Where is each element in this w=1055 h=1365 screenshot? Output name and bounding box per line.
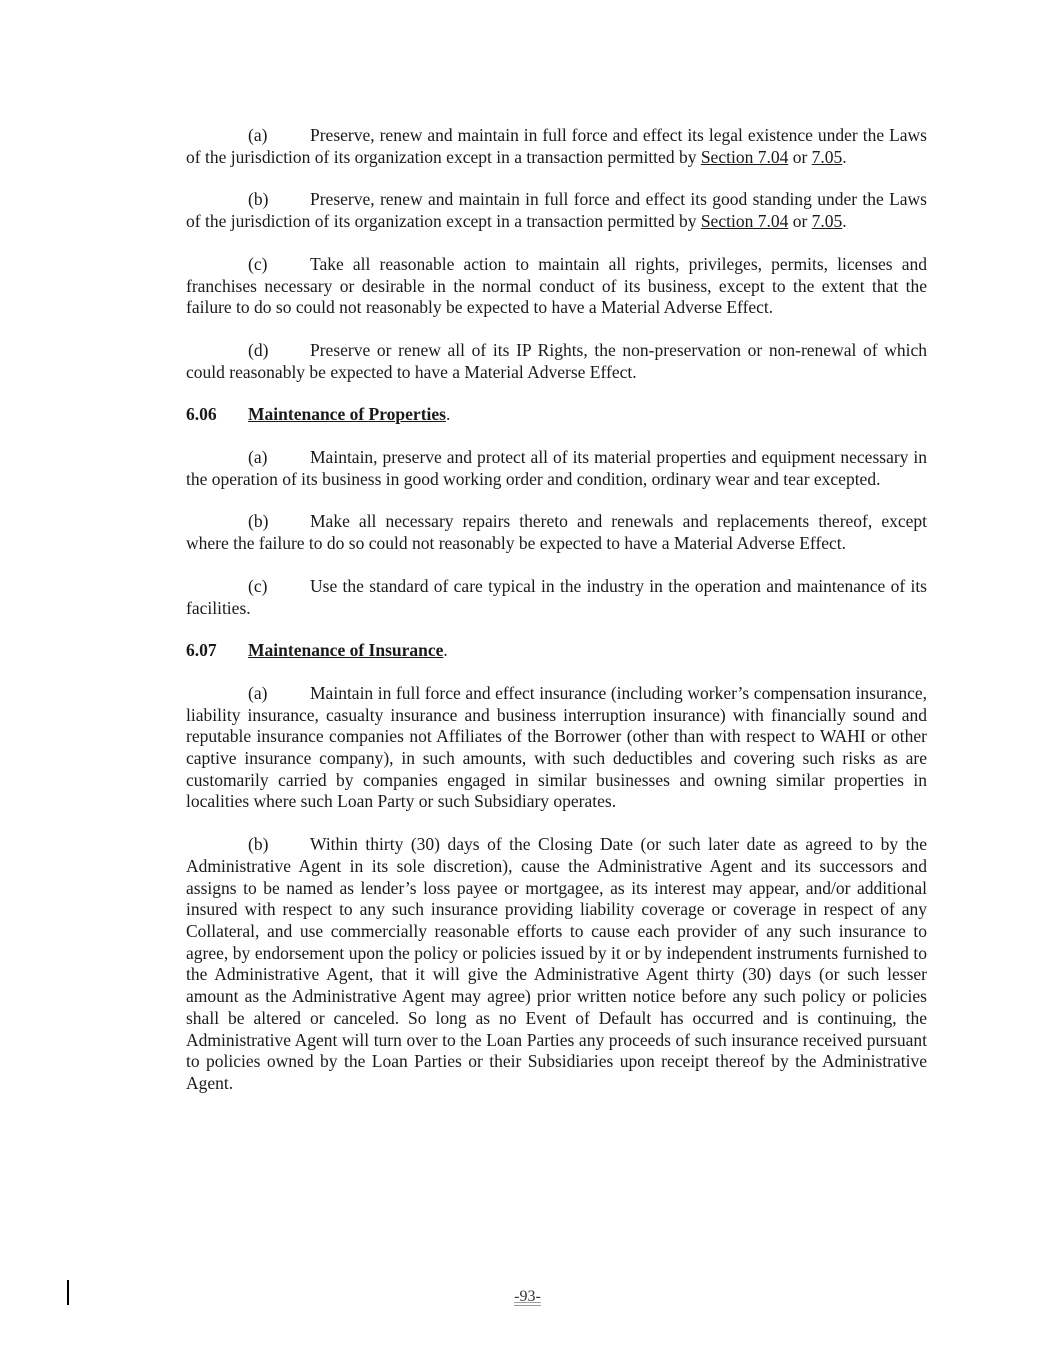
clause-label: (c) xyxy=(248,575,268,596)
section-title: Maintenance of Properties xyxy=(248,404,446,425)
clause-label: (a) xyxy=(248,125,268,145)
clause-text: Take all reasonable action to maintain all rights, privileges, permits, licenses and franchises necessary or desirable in the normal conduct of its business, except to the extent that the failure to do so could not reasonably be expected to have a Material Adverse Effect. xyxy=(186,253,927,318)
clause-label: (b) xyxy=(248,834,269,855)
section-heading-6-06 xyxy=(186,404,927,426)
clause-6-05-d xyxy=(186,340,927,383)
clause-6-06-b xyxy=(186,511,927,554)
clause-6-07-b xyxy=(186,834,927,1094)
clause-text: Preserve, renew and maintain in full force and effect its good standing under the Laws of the jurisdiction of its organization except in a transaction permitted by xyxy=(186,189,927,232)
clause-label: (b) xyxy=(248,511,269,532)
clause-text-end: . xyxy=(842,211,847,232)
clause-text: Maintain in full force and effect insurance (including worker’s compensation insurance, liability insurance, casualty insurance and business interruption insurance) with financially sound and reputable insurance companies not Affiliates of the Borrower (other than with respect to WAHI or other captive insurance company), in such amounts, with such deductibles and covering such risks as are customarily carried by companies engaged in similar businesses and owning similar properties in localities where such Loan Party or such Subsidiary operates. xyxy=(186,682,927,812)
clause-label: (a) xyxy=(248,682,268,703)
clause-text-connector: or xyxy=(788,211,812,232)
clause-text: Make all necessary repairs thereto and renewals and replacements thereof, except where the failure to do so could not reasonably be expected to have a Material Adverse Effect. xyxy=(186,511,927,554)
clause-text: Maintain, preserve and protect all of its material properties and equipment necessary in the operation of its business in good working order and condition, ordinary wear and tear excepted. xyxy=(186,447,927,489)
section-title-period: . xyxy=(443,640,448,661)
clause-6-07-a xyxy=(186,683,927,813)
clause-6-06-c xyxy=(186,576,927,619)
section-reference: 7.05 xyxy=(811,211,843,232)
section-title: Maintenance of Insurance xyxy=(248,640,444,661)
clause-text: Preserve or renew all of its IP Rights, the non-preservation or non-renewal of which could reasonably be expected to have a Material Adverse Effect. xyxy=(186,339,927,382)
clause-text: Use the standard of care typical in the industry in the operation and maintenance of its facilities. xyxy=(186,575,927,618)
clause-text: Preserve, renew and maintain in full force and effect its legal existence under the Laws of the jurisdiction of its organization except in a transaction permitted by xyxy=(186,125,927,167)
clause-label: (a) xyxy=(248,447,268,468)
clause-label: (d) xyxy=(248,339,269,360)
section-reference: 7.05 xyxy=(811,146,843,167)
page-number: -93- xyxy=(514,1288,541,1305)
section-reference: Section 7.04 xyxy=(700,146,789,167)
clause-label: (b) xyxy=(248,189,269,210)
section-title-period: . xyxy=(445,404,451,425)
document-page xyxy=(186,125,927,1116)
section-reference: Section 7.04 xyxy=(700,211,789,232)
clause-6-05-c xyxy=(186,254,927,319)
clause-text-connector: or xyxy=(788,146,812,167)
section-number: 6.07 xyxy=(186,640,217,661)
section-number: 6.06 xyxy=(186,404,217,425)
clause-6-05-a xyxy=(186,125,927,168)
page-footer xyxy=(0,1286,1055,1308)
clause-text: Within thirty (30) days of the Closing Date (or such later date as agreed to by the Administrative Agent in its sole discretion), cause the Administrative Agent and its successors and assigns to be named as lender’s loss payee or mortgagee, as its interest may appear, and/or additional insured with respect to any such insurance providing liability coverage or coverage in respect of any Collateral, and use commercially reasonable efforts to cause each provider of any such insurance to agree, by endorsement upon the policy or policies issued by it or by independent instruments furnished to the Administrative Agent, that it will give the Administrative Agent thirty (30) days (or such lesser amount as the Administrative Agent may agree) prior written notice before any such policy or policies shall be altered or canceled. So long as no Event of Default has occurred and is continuing, the Administrative Agent will turn over to the Loan Parties any proceeds of such insurance received pursuant to policies owned by the Loan Parties or their Subsidiaries upon receipt thereof by the Administrative Agent. xyxy=(186,834,927,1093)
clause-label: (c) xyxy=(248,253,268,274)
clause-text-end: . xyxy=(842,146,847,167)
clause-6-05-b xyxy=(186,189,927,232)
clause-6-06-a xyxy=(186,447,927,490)
section-heading-6-07 xyxy=(186,640,927,662)
